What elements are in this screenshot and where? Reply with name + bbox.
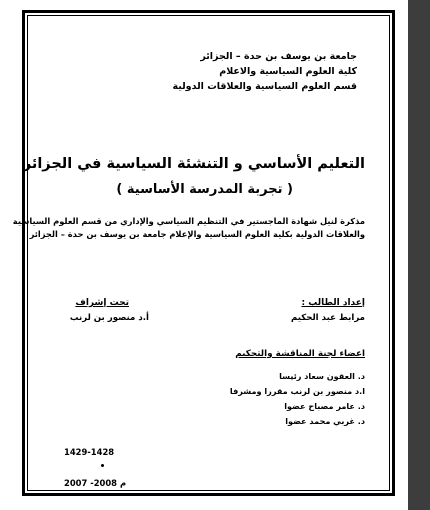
description-line: مذكرة لنيل شهادة الماجستير في التنظيم السياسي والإداري من قسم العلوم السياسية	[12, 216, 365, 226]
stray-mark	[101, 464, 104, 467]
jury-member: د. عامر مصباح عضوا	[284, 401, 365, 411]
thesis-description	[13, 215, 365, 241]
gregorian-years: 2007 -2008 م	[64, 478, 127, 488]
hijri-years: 1429-1428	[64, 447, 115, 457]
jury-member: د. غربي محمد عضوا	[285, 416, 365, 426]
thesis-cover-page	[12, 10, 395, 496]
thesis-subtitle: ( تجربة المدرسة الأساسية )	[116, 182, 293, 197]
supervisor-label: تحت إشراف	[75, 298, 129, 308]
institution-header	[172, 49, 357, 94]
thesis-title: التعليم الأساسي و التنشئة السياسية في الجزائر	[22, 156, 365, 172]
inner-border	[12, 15, 390, 491]
university-name: جامعة بن يوسف بن حدة – الجزائر	[200, 51, 357, 62]
student-label: إعداد الطالب :	[301, 298, 365, 308]
jury-member: د. العقون سعاد رئيسا	[279, 371, 365, 381]
description-line: والعلاقات الدولية بكلية العلوم السياسية والإعلام جامعة بن يوسف بن حدة – الجزائر	[29, 229, 365, 239]
jury-heading: اعضاء لجنة المناقشة والتحكيم	[235, 349, 365, 359]
department-name: قسم العلوم السياسية والعلاقات الدولية	[172, 81, 357, 92]
faculty-name: كلية العلوم السياسية والاعلام	[219, 66, 357, 77]
jury-member: ا.د منصور بن لرنب مقررا ومشرفا	[229, 386, 365, 396]
supervisor-name: أ.د منصور بن لرنب	[69, 313, 149, 323]
viewer-scrollbar-area	[408, 0, 430, 510]
student-name: مرابط عبد الحكيم	[291, 313, 365, 323]
